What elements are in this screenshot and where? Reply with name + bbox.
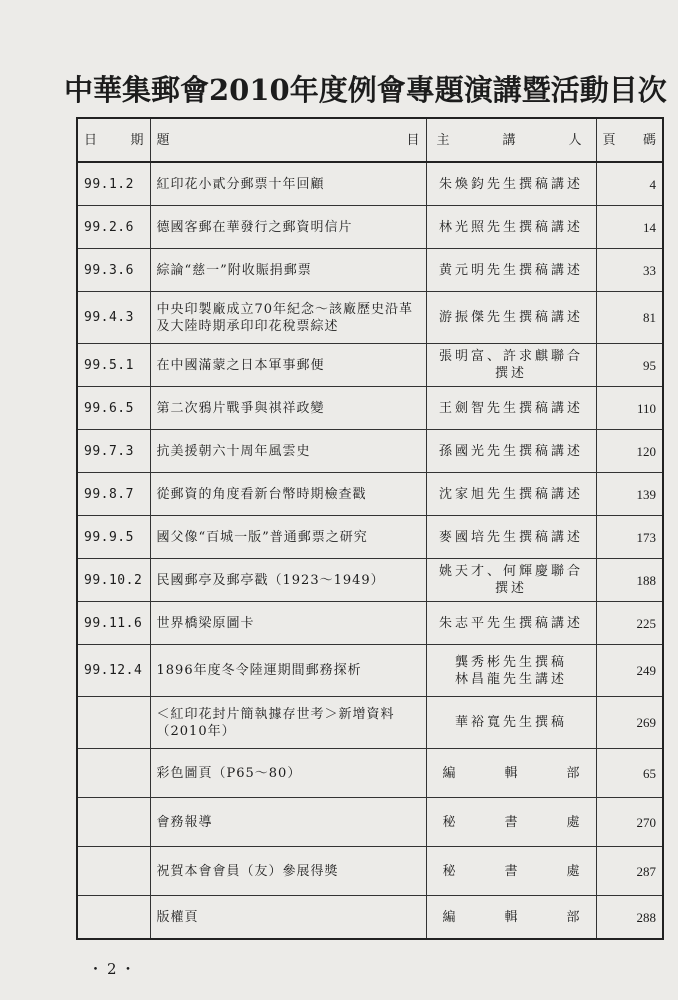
author-line: 沈家旭先生撰稿講述 [438,486,583,502]
entry-page: 270 [596,798,663,847]
header-page: 頁 碼 [596,118,663,162]
entry-title: 中央印製廠成立70年紀念～該廠歷史沿革及大陸時期承印印花稅票綜述 [150,292,426,344]
table-row [77,749,663,798]
table-row [77,602,663,645]
author-char: 部 [566,765,580,781]
table-row [77,387,663,430]
entry-page: 139 [596,473,663,516]
author-char: 處 [566,814,580,830]
author-line: 朱煥鈞先生撰稿講述 [438,176,583,192]
author-char: 秘 [442,863,456,879]
author-char: 輯 [504,909,518,925]
entry-page: 110 [596,387,663,430]
entry-author [426,473,596,516]
entry-title: 德國客郵在華發行之郵資明信片 [150,206,426,249]
table-row [77,516,663,559]
entry-date: 99.4.3 [77,292,150,344]
table-row [77,896,663,940]
table-body [77,162,663,939]
entry-page: 4 [596,162,663,206]
author-line: 朱志平先生撰稿講述 [438,615,583,631]
table-row [77,249,663,292]
table-row [77,645,663,697]
entry-date: 99.7.3 [77,430,150,473]
entry-page: 269 [596,697,663,749]
entry-page: 81 [596,292,663,344]
entry-author [426,206,596,249]
entry-page: 225 [596,602,663,645]
entry-date [77,749,150,798]
entry-page: 65 [596,749,663,798]
entry-date: 99.6.5 [77,387,150,430]
entry-date: 99.9.5 [77,516,150,559]
entry-author [426,162,596,206]
entry-author [426,602,596,645]
author-line: 王劍智先生撰稿講述 [438,400,583,416]
author-line: 龔秀彬先生撰稿 [454,654,567,670]
entry-author [426,387,596,430]
entry-title: 世界橋梁原圖卡 [150,602,426,645]
entry-title: 紅印花小貳分郵票十年回顧 [150,162,426,206]
entry-author [426,292,596,344]
entry-title: 彩色圖頁（P65～80） [150,749,426,798]
entry-page: 120 [596,430,663,473]
entry-title: 綜論“慈一”附收賑捐郵票 [150,249,426,292]
entry-date [77,697,150,749]
table-row [77,206,663,249]
author-char: 部 [566,909,580,925]
entry-title: 國父像“百城一版”普通郵票之研究 [150,516,426,559]
author-char: 書 [504,863,518,879]
entry-date: 99.8.7 [77,473,150,516]
author-char: 處 [566,863,580,879]
entry-page: 173 [596,516,663,559]
entry-title: 從郵資的角度看新台幣時期檢查戳 [150,473,426,516]
entry-date: 99.2.6 [77,206,150,249]
author-char: 輯 [504,765,518,781]
entry-title: ＜紅印花封片簡執據存世考＞新增資料（2010年） [150,697,426,749]
entry-page: 14 [596,206,663,249]
entry-title: 民國郵亭及郵亭戳（1923～1949） [150,559,426,602]
header-author: 主 講 人 [426,118,596,162]
entry-author [426,559,596,602]
author-char: 編 [442,765,456,781]
author-line: 黄元明先生撰稿講述 [438,262,583,278]
contents-table [76,117,664,940]
entry-date: 99.10.2 [77,559,150,602]
entry-author [426,697,596,749]
entry-date: 99.3.6 [77,249,150,292]
author-line: 林光照先生撰稿講述 [438,219,583,235]
entry-date: 99.5.1 [77,344,150,387]
entry-date [77,896,150,940]
entry-page: 95 [596,344,663,387]
entry-author [426,516,596,559]
entry-title: 抗美援朝六十周年風雲史 [150,430,426,473]
entry-author [426,896,596,940]
table-row [77,162,663,206]
entry-author [426,249,596,292]
entry-title: 祝賀本會會員（友）參展得獎 [150,847,426,896]
table-row [77,559,663,602]
author-char: 編 [442,909,456,925]
author-line: 游振傑先生撰稿講述 [438,310,583,325]
table-row [77,292,663,344]
entry-author [426,645,596,697]
entry-page: 249 [596,645,663,697]
author-char: 書 [504,814,518,830]
entry-title: 會務報導 [150,798,426,847]
entry-page: 287 [596,847,663,896]
table-row [77,344,663,387]
entry-date [77,798,150,847]
table-row [77,798,663,847]
author-line: 孫國光先生撰稿講述 [438,443,583,459]
entry-page: 188 [596,559,663,602]
author-line: 張明富、許求麒聯合撰述 [438,349,583,381]
author-line: 林昌龍先生講述 [454,671,567,687]
entry-page: 288 [596,896,663,940]
page-title: 中華集郵會2010年度例會專題演講暨活動目次 [64,73,667,107]
entry-title: 版權頁 [150,896,426,940]
entry-date: 99.1.2 [77,162,150,206]
table-row [77,430,663,473]
table-row [77,473,663,516]
entry-title: 第二次鴉片戰爭與祺祥政變 [150,387,426,430]
table-row [77,697,663,749]
entry-date: 99.11.6 [77,602,150,645]
author-line: 華裕寬先生撰稿 [454,715,567,730]
author-line: 麥國培先生撰稿講述 [438,529,583,545]
entry-title: 在中國滿蒙之日本軍事郵便 [150,344,426,387]
entry-author [426,749,596,798]
author-char: 秘 [442,814,456,830]
table-header-row [77,118,663,162]
header-title: 題 目 [150,118,426,162]
entry-date [77,847,150,896]
page-number: ・2・ [88,960,140,978]
entry-author [426,344,596,387]
entry-author [426,798,596,847]
table-row [77,847,663,896]
header-date: 日 期 [77,118,150,162]
entry-page: 33 [596,249,663,292]
entry-title: 1896年度冬令陸運期間郵務探析 [150,645,426,697]
entry-author [426,430,596,473]
author-line: 姚天才、何輝慶聯合撰述 [438,564,583,596]
entry-author [426,847,596,896]
entry-date: 99.12.4 [77,645,150,697]
